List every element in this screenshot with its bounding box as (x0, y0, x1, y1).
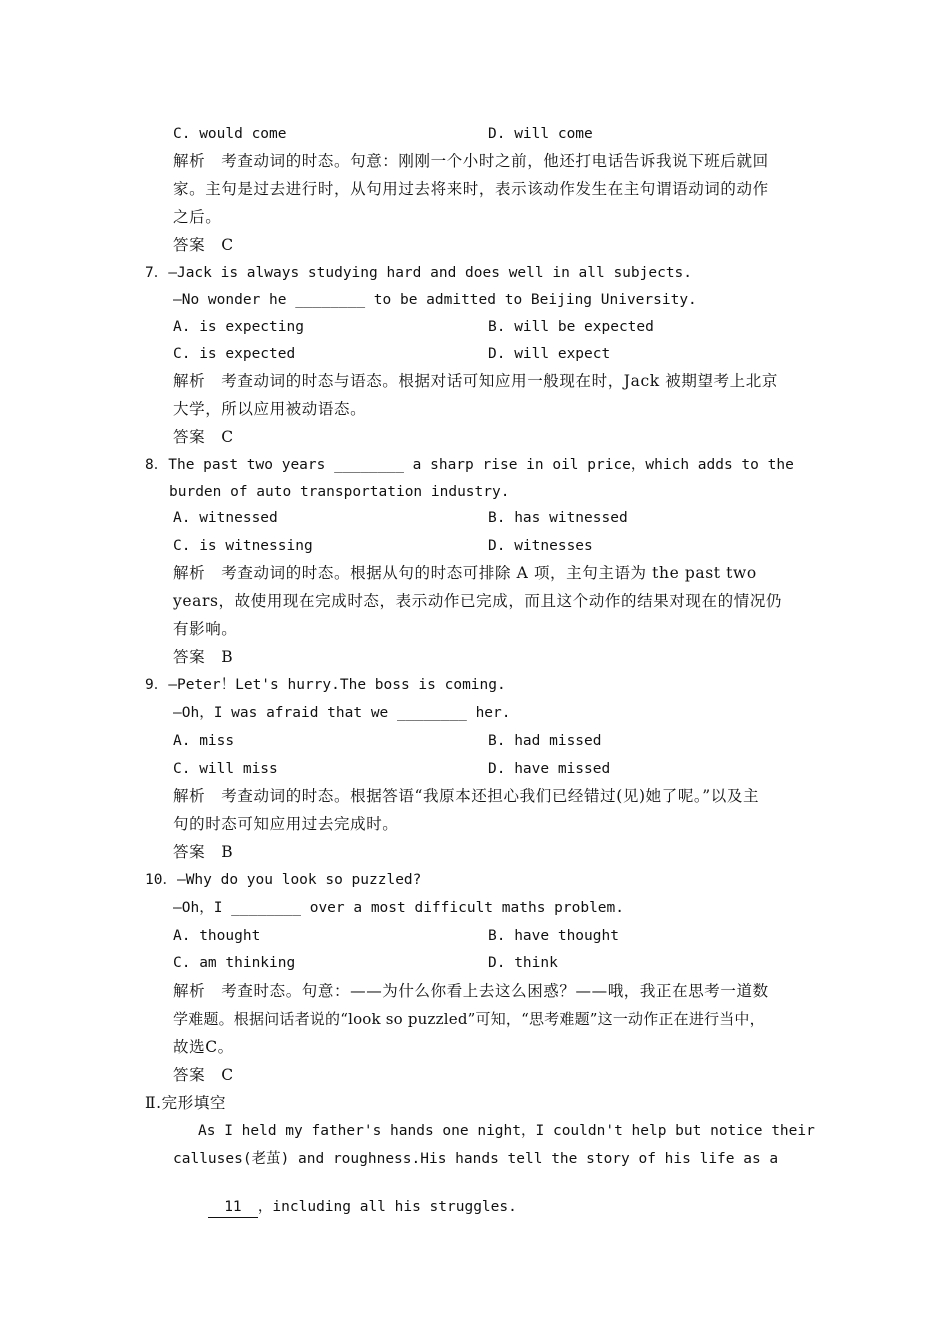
q7-analysis-line: 大学，所以应用被动语态。 (173, 400, 367, 418)
q10-option-d: D. think (488, 955, 558, 971)
q10-stem-line: 10．—Why do you look so puzzled? (145, 872, 422, 888)
q9-option-b: B. had missed (488, 733, 602, 749)
q7-option-b: B. will be expected (488, 319, 654, 335)
section-heading: Ⅱ.完形填空 (145, 1094, 227, 1112)
q7-stem-line: 7．—Jack is always studying hard and does well in all subjects. (145, 265, 693, 281)
q9-stem-line: 9．—Peter！Let's hurry.The boss is coming. (145, 677, 506, 693)
cloze-blank-11[interactable]: 11 (208, 1197, 258, 1218)
q7-stem-line: —No wonder he ________ to be admitted to Beijing University. (173, 292, 697, 308)
q9-option-c: C. will miss (173, 761, 278, 777)
q8-option-a: A. witnessed (173, 510, 278, 526)
q8-analysis-line: 有影响。 (173, 620, 238, 638)
q7-option-a: A. is expecting (173, 319, 304, 335)
q10-option-c: C. am thinking (173, 955, 296, 971)
q7-analysis-line: 解析 考查动词的时态与语态。根据对话可知应用一般现在时，Jack 被期望考上北京 (173, 372, 778, 390)
q8-stem-line: 8．The past two years ________ a sharp rise in oil price，which adds to the (145, 457, 794, 473)
q10-analysis-line: 解析 考查时态。句意：——为什么你看上去这么困惑？——哦，我正在思考一道数 (173, 982, 769, 1000)
cloze-paragraph-line (173, 1177, 517, 1238)
q9-answer: 答案 B (173, 843, 234, 861)
q7-answer: 答案 C (173, 428, 234, 446)
q8-analysis-line: 解析 考查动词的时态。根据从句的时态可排除 A 项，主句主语为 the past two (173, 564, 757, 582)
q10-option-a: A. thought (173, 928, 261, 944)
q9-analysis-line: 句的时态可知应用过去完成时。 (173, 815, 399, 833)
q8-option-d: D. witnesses (488, 538, 593, 554)
q8-stem-line: burden of auto transportation industry. (169, 484, 510, 500)
q6-answer: 答案 C (173, 236, 234, 254)
q10-option-b: B. have thought (488, 928, 619, 944)
q6-option-d: D. will come (488, 126, 593, 142)
q9-option-d: D. have missed (488, 761, 611, 777)
q9-option-a: A. miss (173, 733, 235, 749)
q9-analysis-line: 解析 考查动词的时态。根据答语“我原本还担心我们已经错过(见)她了呢。”以及主 (173, 787, 760, 805)
q6-analysis-line: 解析 考查动词的时态。句意：刚刚一个小时之前，他还打电话告诉我说下班后就回 (173, 152, 769, 170)
cloze-paragraph-line: As I held my father's hands one night，I couldn't help but notice their (198, 1123, 815, 1139)
q8-option-c: C. is witnessing (173, 538, 313, 554)
cloze-paragraph-line: calluses(老茧) and roughness.His hands tell the story of his life as a (173, 1151, 779, 1167)
q7-option-d: D. will expect (488, 346, 611, 362)
q7-option-c: C. is expected (173, 346, 296, 362)
q10-analysis-line: 故选C。 (173, 1038, 234, 1056)
cloze-line-text: ，including all his struggles. (257, 1199, 517, 1215)
q10-analysis-line: 学难题。根据问话者说的“look so puzzled”可知，“思考难题”这一动作正在进行当中， (173, 1010, 765, 1028)
q6-analysis-line: 家。主句是过去进行时，从句用过去将来时，表示该动作发生在主句谓语动词的动作 (173, 180, 769, 198)
q10-answer: 答案 C (173, 1066, 234, 1084)
q8-answer: 答案 B (173, 648, 234, 666)
q8-option-b: B. has witnessed (488, 510, 628, 526)
q6-analysis-line: 之后。 (173, 208, 222, 226)
q10-stem-line: —Oh，I ________ over a most difficult maths problem. (173, 900, 624, 916)
q8-analysis-line: years，故使用现在完成时态，表示动作已完成，而且这个动作的结果对现在的情况仍 (173, 592, 783, 610)
q9-stem-line: —Oh，I was afraid that we ________ her. (173, 705, 511, 721)
q6-option-c: C. would come (173, 126, 287, 142)
